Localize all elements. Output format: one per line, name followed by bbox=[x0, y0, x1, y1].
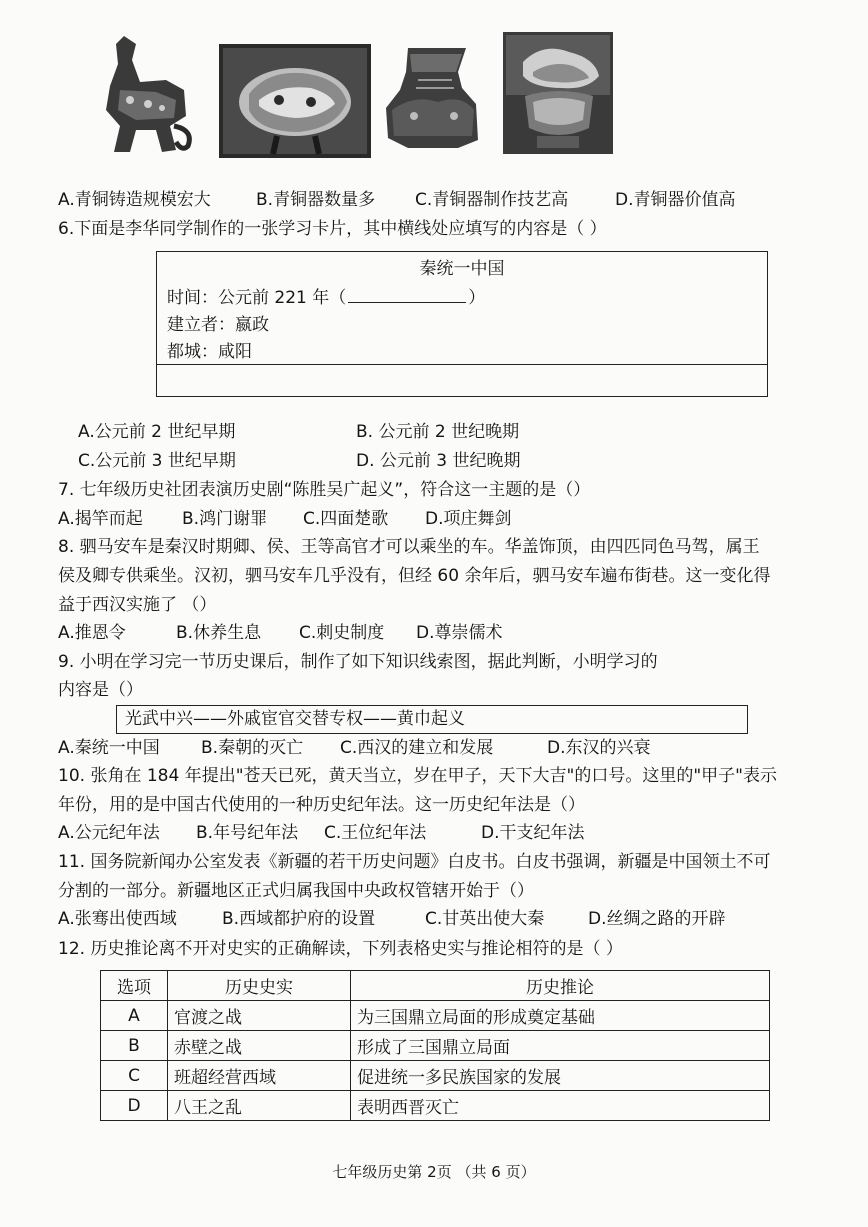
card-founder: 建立者：嬴政 bbox=[167, 315, 269, 335]
q6-option-b: B. 公元前 2 世纪晚期 bbox=[356, 422, 520, 442]
q7-option-b: B.鸿门谢罪 bbox=[182, 509, 268, 529]
table-row bbox=[101, 1061, 770, 1091]
page-footer: 七年级历史第 2页 （共 6 页） bbox=[332, 1163, 536, 1181]
study-card bbox=[156, 251, 768, 397]
table-row bbox=[101, 1031, 770, 1061]
table-row bbox=[101, 1001, 770, 1031]
q10-option-d: D.干支纪年法 bbox=[481, 823, 585, 843]
bronze-image-2 bbox=[219, 44, 371, 158]
facts-table bbox=[100, 970, 770, 1121]
row-label: A bbox=[101, 1001, 168, 1031]
q7-option-d: D.项庄舞剑 bbox=[425, 509, 512, 529]
q9-option-d: D.东汉的兴衰 bbox=[547, 738, 651, 758]
row-inference: 形成了三国鼎立局面 bbox=[351, 1031, 770, 1061]
q5-option-a: A.青铜铸造规模宏大 bbox=[58, 190, 211, 210]
q8-option-c: C.刺史制度 bbox=[299, 623, 385, 643]
row-inference: 为三国鼎立局面的形成奠定基础 bbox=[351, 1001, 770, 1031]
row-fact: 班超经营西域 bbox=[168, 1061, 351, 1091]
header-fact: 历史史实 bbox=[168, 971, 351, 1001]
q8-option-d: D.尊崇儒术 bbox=[416, 623, 503, 643]
knowledge-chain: 光武中兴——外戚宦官交替专权——黄巾起义 bbox=[116, 705, 748, 734]
q7-option-a: A.揭竿而起 bbox=[58, 509, 143, 529]
q8-option-a: A.推恩令 bbox=[58, 623, 126, 643]
q5-option-b: B.青铜器数量多 bbox=[256, 190, 376, 210]
q9-option-a: A.秦统一中国 bbox=[58, 738, 160, 758]
header-inference: 历史推论 bbox=[351, 971, 770, 1001]
row-fact: 赤壁之战 bbox=[168, 1031, 351, 1061]
q11-option-b: B.西域都护府的设置 bbox=[222, 909, 376, 929]
q9-option-b: B.秦朝的灭亡 bbox=[201, 738, 304, 758]
bronze-image-1 bbox=[96, 30, 200, 158]
q8-option-b: B.休养生息 bbox=[176, 623, 262, 643]
q5-option-c: C.青铜器制作技艺高 bbox=[415, 190, 569, 210]
row-inference: 促进统一多民族国家的发展 bbox=[351, 1061, 770, 1091]
q9-option-c: C.西汉的建立和发展 bbox=[340, 738, 494, 758]
card-time-prefix: 时间：公元前 221 年（ bbox=[167, 288, 347, 308]
card-title: 秦统一中国 bbox=[419, 259, 505, 279]
table-header-row bbox=[101, 971, 770, 1001]
answer-blank bbox=[348, 288, 466, 303]
q7-option-c: C.四面楚歌 bbox=[303, 509, 389, 529]
bronze-image-3 bbox=[378, 44, 492, 154]
q8-line-1: 8. 驷马安车是秦汉时期卿、侯、王等高官才可以乘坐的车。华盖饰顶，由四匹同色马驾，属王 bbox=[58, 537, 760, 557]
q12-stem: 12. 历史推论离不开对史实的正确解读，下列表格史实与推论相符的是（ ） bbox=[58, 939, 623, 959]
row-label: C bbox=[101, 1061, 168, 1091]
table-row bbox=[101, 1091, 770, 1121]
q6-option-d: D. 公元前 3 世纪晚期 bbox=[356, 451, 521, 471]
q10-option-c: C.王位纪年法 bbox=[324, 823, 427, 843]
bronze-image-4 bbox=[503, 32, 613, 154]
header-option: 选项 bbox=[101, 971, 168, 1001]
q10-line-1: 10. 张角在 184 年提出"苍天已死，黄天当立，岁在甲子，天下大吉"的口号。这里的"甲子"表示 bbox=[58, 766, 777, 786]
q11-option-a: A.张骞出使西域 bbox=[58, 909, 177, 929]
q11-line-2: 分割的一部分。新疆地区正式归属我国中央政权管辖开始于（） bbox=[58, 881, 534, 901]
q6-option-a: A.公元前 2 世纪早期 bbox=[78, 422, 236, 442]
card-capital: 都城：咸阳 bbox=[167, 342, 252, 362]
q6-option-c: C.公元前 3 世纪早期 bbox=[78, 451, 236, 471]
q5-option-d: D.青铜器价值高 bbox=[615, 190, 736, 210]
q11-option-c: C.甘英出使大秦 bbox=[425, 909, 545, 929]
row-fact: 官渡之战 bbox=[168, 1001, 351, 1031]
row-inference: 表明西晋灭亡 bbox=[351, 1091, 770, 1121]
q9-line-1: 9. 小明在学习完一节历史课后，制作了如下知识线索图，据此判断，小明学习的 bbox=[58, 652, 658, 672]
q11-line-1: 11. 国务院新闻办公室发表《新疆的若干历史问题》白皮书。白皮书强调，新疆是中国领土不可 bbox=[58, 852, 771, 872]
q6-stem: 6.下面是李华同学制作的一张学习卡片，其中横线处应填写的内容是（ ） bbox=[58, 219, 607, 239]
q10-option-b: B.年号纪年法 bbox=[196, 823, 299, 843]
row-label: B bbox=[101, 1031, 168, 1061]
q7-stem: 7. 七年级历史社团表演历史剧“陈胜吴广起义”，符合这一主题的是（） bbox=[58, 480, 591, 500]
q11-option-d: D.丝绸之路的开辟 bbox=[588, 909, 726, 929]
card-time bbox=[167, 287, 485, 309]
q8-line-2: 侯及卿专供乘坐。汉初，驷马安车几乎没有，但经 60 余年后，驷马安车遍布街巷。这一变化得 bbox=[58, 566, 771, 586]
q10-option-a: A.公元纪年法 bbox=[58, 823, 160, 843]
row-label: D bbox=[101, 1091, 168, 1121]
q9-line-2: 内容是（） bbox=[58, 680, 143, 700]
row-fact: 八王之乱 bbox=[168, 1091, 351, 1121]
card-time-suffix: ） bbox=[468, 288, 486, 308]
q8-line-3: 益于西汉实施了 （） bbox=[58, 595, 217, 615]
q10-line-2: 年份，用的是中国古代使用的一种历史纪年法。这一历史纪年法是（） bbox=[58, 795, 585, 815]
card-divider bbox=[157, 364, 767, 365]
